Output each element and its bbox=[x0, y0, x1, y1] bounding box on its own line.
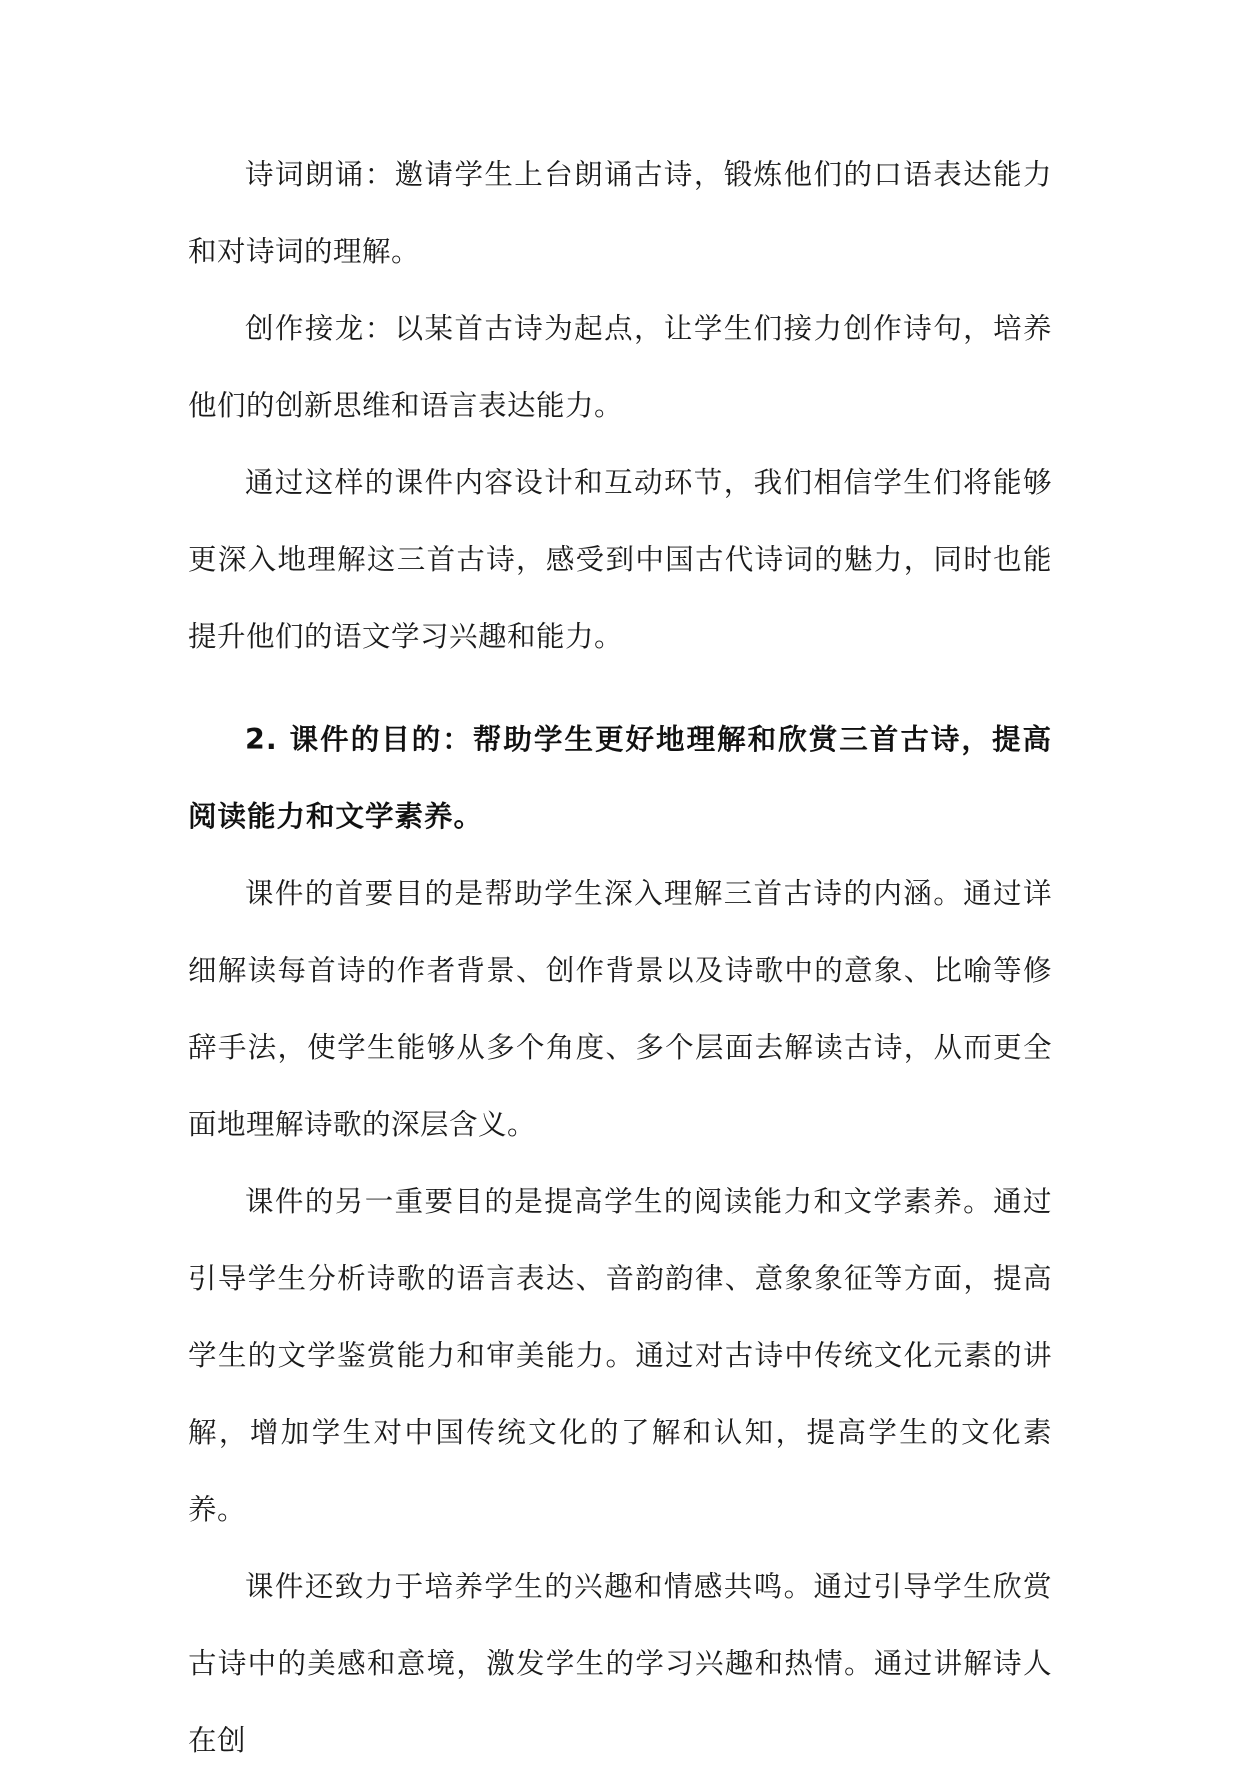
paragraph-interest-resonance: 课件还致力于培养学生的兴趣和情感共鸣。通过引导学生欣赏古诗中的美感和意境，激发学生的学习兴趣和热情。通过讲解诗人在创 bbox=[188, 1570, 1052, 1757]
paragraph-primary-purpose: 课件的首要目的是帮助学生深入理解三首古诗的内涵。通过详细解读每首诗的作者背景、创作背景以及诗歌中的意象、比喻等修辞手法，使学生能够从多个角度、多个层面去解读古诗，从而更全面地理解诗歌的深层含义。 bbox=[188, 877, 1052, 1141]
paragraph-reading-literacy: 课件的另一重要目的是提高学生的阅读能力和文学素养。通过引导学生分析诗歌的语言表达、音韵韵律、意象象征等方面，提高学生的文学鉴赏能力和审美能力。通过对古诗中传统文化元素的讲解，增加学生对中国传统文化的了解和认知，提高学生的文化素养。 bbox=[188, 1185, 1052, 1526]
paragraph-design-summary: 通过这样的课件内容设计和互动环节，我们相信学生们将能够更深入地理解这三首古诗，感受到中国古代诗词的魅力，同时也能提升他们的语文学习兴趣和能力。 bbox=[188, 466, 1052, 653]
paragraph-poetry-recitation: 诗词朗诵：邀请学生上台朗诵古诗，锻炼他们的口语表达能力和对诗词的理解。 bbox=[188, 158, 1052, 268]
section-spacer bbox=[188, 675, 1052, 701]
paragraph-creative-relay: 创作接龙：以某首古诗为起点，让学生们接力创作诗句，培养他们的创新思维和语言表达能力。 bbox=[188, 312, 1052, 422]
section-heading-purpose: 2. 课件的目的：帮助学生更好地理解和欣赏三首古诗，提高阅读能力和文学素养。 bbox=[188, 723, 1052, 833]
document-body bbox=[188, 136, 1052, 1779]
